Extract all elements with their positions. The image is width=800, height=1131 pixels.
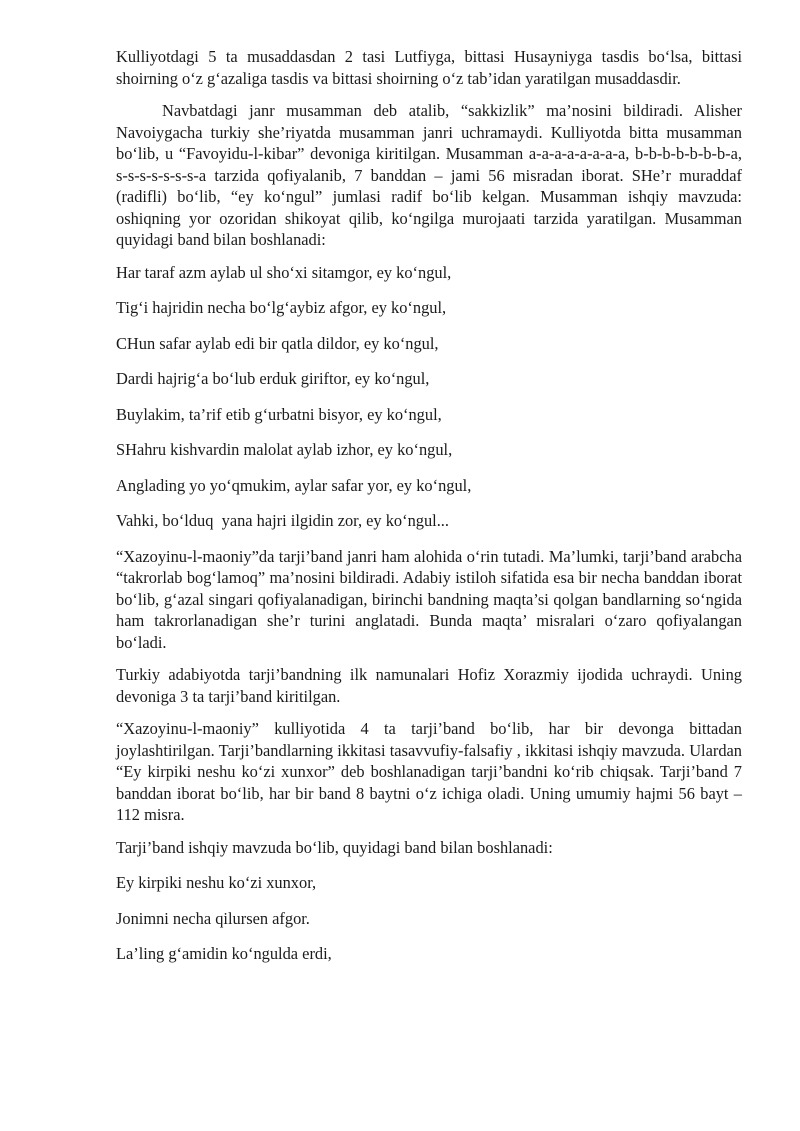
verse-line: Jonimni necha qilursen afgor. xyxy=(116,908,310,928)
verse-line: SHahru kishvardin malolat aylab izhor, ey ko‘ngul, xyxy=(116,440,453,459)
paragraph-tarjiband-theme: Tarji’band ishqiy mavzuda bo‘lib, quyidagi band bilan boshlanadi: xyxy=(116,837,553,857)
paragraph-tarjiband-kulliyot: “Xazoyinu-l-maoniy” kulliyotida 4 ta tarji’band bo‘lib, har bir devonga bittadan joylashtirilgan. Tarji’bandlarning ikkitasi tasavvufiy-falsafiy , ikkitasi ishqiy mavzuda. Ulardan “Ey kirpiki neshu ko‘zi xunxor” deb boshlanadigan tarji’bandni ko‘rib chiqsak. Tarji’band 7 banddan iborat bo‘lib, har bir band 8 baytni o‘z ichiga oladi. Uning umumiy hajmi 56 bayt – 112 misra. xyxy=(116,719,742,824)
document-page xyxy=(116,46,742,965)
verse-line: La’ling g‘amidin ko‘ngulda erdi, xyxy=(116,944,332,963)
verse-line: Har taraf azm aylab ul sho‘xi sitamgor, ey ko‘ngul, xyxy=(116,262,452,282)
verse-line: Vahki, bo‘lduq yana hajri ilgidin zor, ey ko‘ngul... xyxy=(116,511,450,530)
paragraph-musamman-intro: Navbatdagi janr musamman deb atalib, “sakkizlik” ma’nosini bildiradi. Alisher Navoiygacha turkiy she’riyatda musamman janri uchramaydi. Kulliyotda bitta musamman bo‘lib, u “Favoyidu-l-kibar” devoniga kiritilgan. Musamman a-a-a-a-a-a-a-a, b-b-b-b-b-b-b-a, s-s-s-s-s-s-s-a tarzida qofiyalanib, 7 banddan – jami 56 misradan iborat. SHe’r muraddaf (radifli) bo‘lib, “ey ko‘ngul” jumlasi radif bo‘lib kelgan. Musamman ishqiy mavzuda: oshiqning yor ozoridan shikoyat qilib, ko‘ngilga murojaati tarzida yaratilgan. Musamman quyidagi band bilan boshlanadi: xyxy=(116,101,742,249)
verse-line: Anglading yo yo‘qmukim, aylar safar yor, ey ko‘ngul, xyxy=(116,475,472,495)
paragraph-tarjiband-origins: Turkiy adabiyotda tarji’bandning ilk namunalari Hofiz Xorazmiy ijodida uchraydi. Uning devoniga 3 ta tarji’band kiritilgan. xyxy=(116,665,742,706)
verse-line: CHun safar aylab edi bir qatla dildor, ey ko‘ngul, xyxy=(116,333,439,353)
verse-line: Tig‘i hajridin necha bo‘lg‘aybiz afgor, ey ko‘ngul, xyxy=(116,298,447,317)
paragraph-musaddas-summary: Kulliyotdagi 5 ta musaddasdan 2 tasi Lutfiyga, bittasi Husayniyga tasdis bo‘lsa, bittasi shoirning o‘z g‘azaliga tasdis va bittasi shoirning o‘z tab’idan yaratilgan musaddasdir. xyxy=(116,47,742,88)
verse-line: Buylakim, ta’rif etib g‘urbatni bisyor, ey ko‘ngul, xyxy=(116,404,442,424)
verse-line: Dardi hajrig‘a bo‘lub erduk giriftor, ey ko‘ngul, xyxy=(116,369,430,388)
verse-line: Ey kirpiki neshu ko‘zi xunxor, xyxy=(116,873,317,892)
paragraph-tarjiband-definition: “Xazoyinu-l-maoniy”da tarji’band janri ham alohida o‘rin tutadi. Ma’lumki, tarji’band arabcha “takrorlab bog‘lamoq” ma’nosini bildiradi. Adabiy istiloh sifatida esa bir necha banddan iborat bo‘lib, g‘azal singari qofiyalanadigan, birinchi bandning maqta’si qolgan bandlarning so‘ngida ham takrorlanadigan she’r turini anglatadi. Bunda maqta’ misralari o‘zaro qofiyalangan bo‘ladi. xyxy=(116,546,742,652)
